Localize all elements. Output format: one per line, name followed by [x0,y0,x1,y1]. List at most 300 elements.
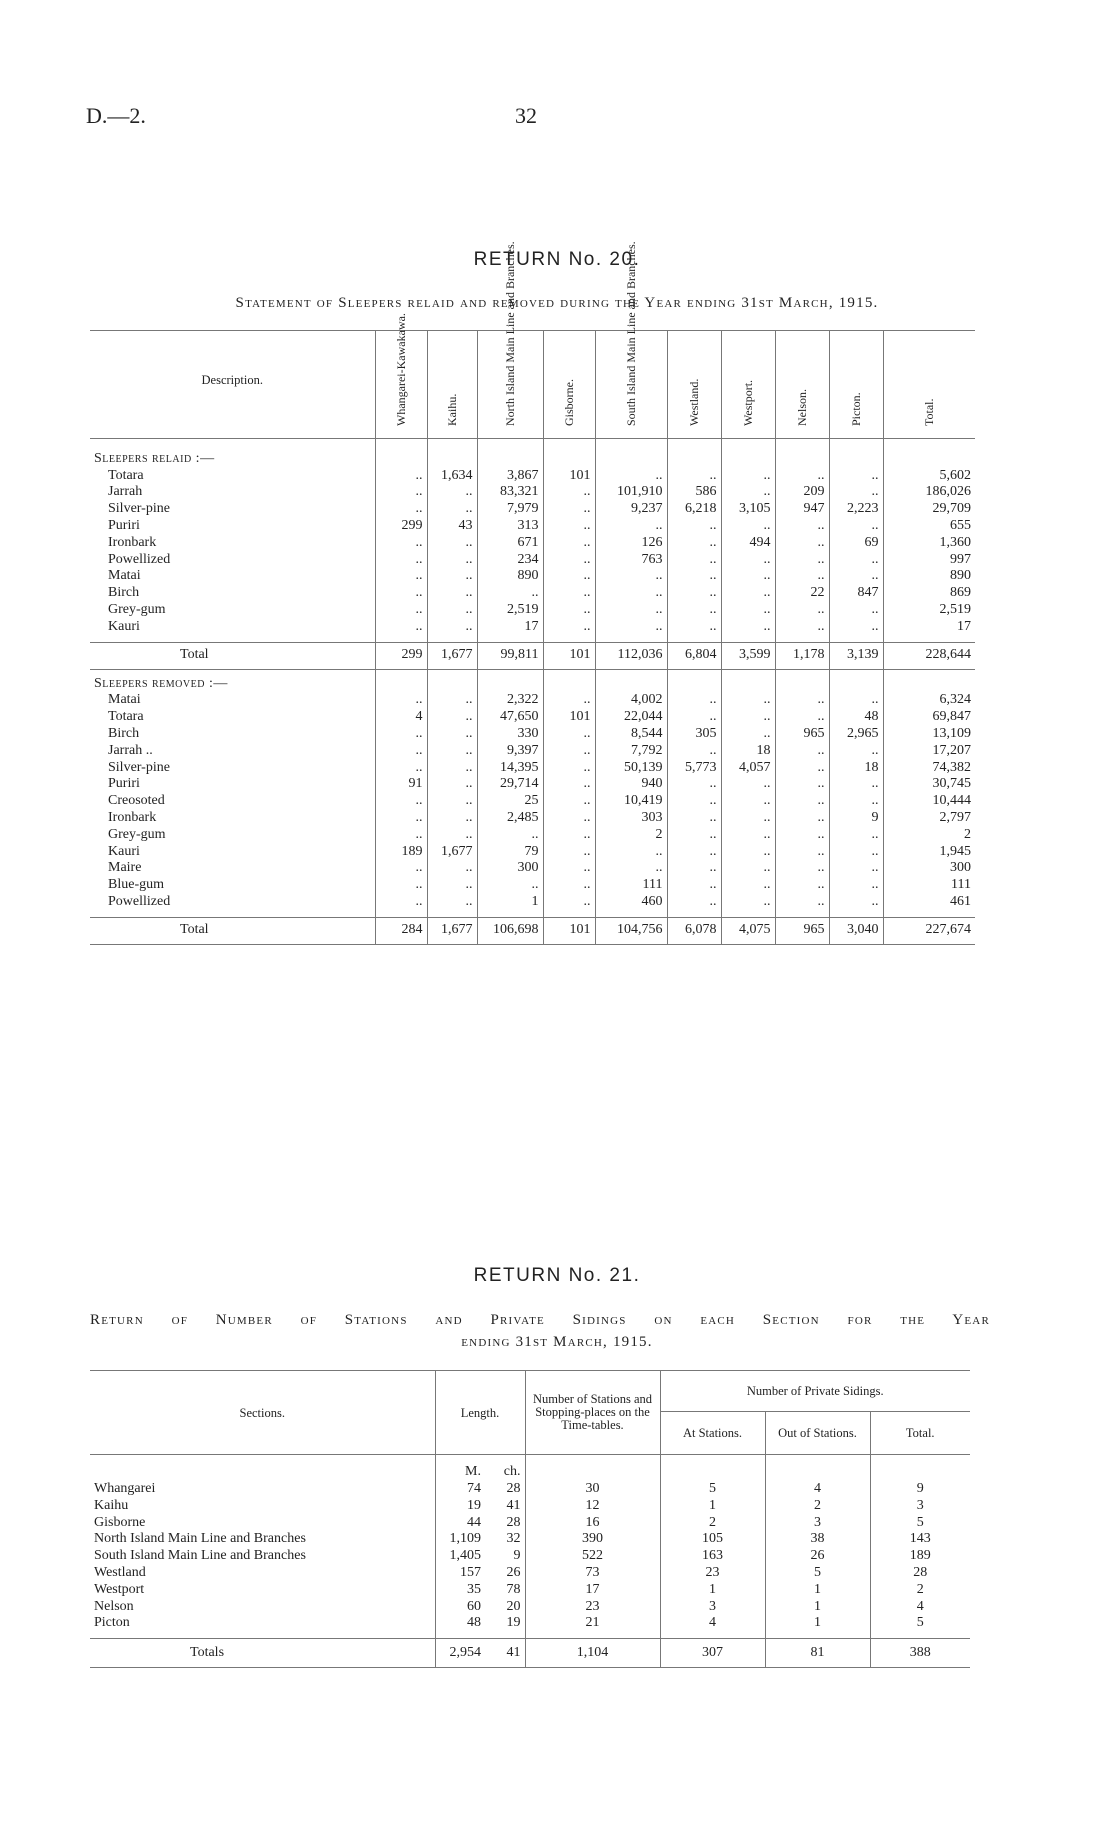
stations-count: 23 [525,1599,660,1616]
total-label: Total [90,642,375,669]
out-of-stations-count: 1 [765,1599,870,1616]
at-stations-count: 23 [660,1565,765,1582]
row-label [90,894,375,911]
cell-value: .. [667,709,721,726]
col-stations: Number of Stations and Stopping-places on the Time-tables. [525,1371,660,1455]
cell-value: 9,397 [477,743,543,760]
cell-value: 1,634 [427,468,477,485]
cell-value: .. [543,585,595,602]
cell-value: .. [375,726,427,743]
cell-value: 74,382 [932,759,971,775]
cell-value: 2,965 [829,726,883,743]
relaid-row [90,535,975,552]
length-miles: 1,109 [449,1531,481,1547]
cell-value: 1 [477,894,543,911]
sleeper-type: Powellized [108,893,171,909]
total-value: 284 [375,917,427,944]
col-whangarei: Whangarei-Kawakawa. [375,331,427,439]
cell-value: .. [775,844,829,861]
cell-value: .. [829,568,883,585]
empty-cell [427,451,477,468]
out-of-stations-count: 3 [765,1515,870,1532]
total-value: 106,698 [477,917,543,944]
cell-value: 18 [829,760,883,777]
empty-cell [829,451,883,468]
total-value: 4,075 [721,917,775,944]
relaid-total-row [90,642,975,669]
removed-row [90,726,975,743]
section-name: Westland [90,1565,435,1582]
at-stations-count: 105 [660,1531,765,1548]
out-of-stations-count: 1 [765,1582,870,1599]
spacer-cell [721,438,775,451]
cell-value: .. [667,776,721,793]
cell-value: 300 [477,860,543,877]
sleepers-table-body [90,438,975,944]
cell-value: .. [375,484,427,501]
cell-value: .. [375,552,427,569]
col-westland: Westland. [667,331,721,439]
row-label [90,776,375,793]
cell-value: .. [775,692,829,709]
cell-value: .. [721,726,775,743]
cell-value: 4,057 [721,760,775,777]
row-label [90,484,375,501]
cell-value: 9,237 [595,501,667,518]
cell-value: .. [543,692,595,709]
cell-value: .. [375,692,427,709]
cell-value: 22,044 [595,709,667,726]
section-row [90,1481,970,1498]
empty-cell [543,676,595,693]
unit-chains: ch. [485,1455,525,1482]
section-row [90,1548,970,1565]
cell-value: 2,797 [939,809,971,825]
row-label [90,709,375,726]
cell-value: .. [721,810,775,827]
total-value: 1,677 [427,917,477,944]
cell-value: .. [667,743,721,760]
total-value: 112,036 [595,642,667,669]
sleeper-type: Totara [108,709,144,725]
cell-value: .. [595,585,667,602]
stations-count: 30 [525,1481,660,1498]
cell-value: 79 [477,844,543,861]
cell-value: 29,714 [477,776,543,793]
empty-cell [883,451,975,468]
section-name: Whangarei [90,1481,435,1498]
empty-cell [829,676,883,693]
cell-value: 13,109 [932,725,971,741]
cell-value: 9 [829,810,883,827]
cell-value: 17 [957,618,971,634]
cell-value: 5,602 [939,467,971,483]
cell-value: .. [775,619,829,636]
sleeper-type: Matai [108,692,141,708]
cell-value: 22 [775,585,829,602]
at-stations-count: 1 [660,1498,765,1515]
total-value: 1,178 [775,642,829,669]
cell-value: 2,519 [477,602,543,619]
cell-value: 17,207 [932,742,971,758]
cell-value: .. [543,793,595,810]
cell-value: 101 [543,709,595,726]
spacer-cell [375,438,427,451]
sleeper-type: Puriri [108,517,140,533]
sleeper-type: Blue-gum [108,877,164,893]
cell-value: .. [595,860,667,877]
section-heading: Sleepers removed :— [90,676,375,693]
empty-cell [765,1455,870,1482]
length-chains: 41 [485,1498,525,1515]
cell-value: 890 [477,568,543,585]
cell-value: 69 [829,535,883,552]
cell-value: 30,745 [932,776,971,792]
row-label [90,692,375,709]
section-row [90,1582,970,1599]
cell-value: 101,910 [595,484,667,501]
cell-value: .. [543,844,595,861]
empty-cell [427,676,477,693]
cell-value: .. [427,726,477,743]
private-total-count: 143 [909,1531,931,1547]
at-stations-count: 1 [660,1582,765,1599]
empty-cell [883,676,975,693]
cell-value: .. [375,619,427,636]
cell-value: 209 [775,484,829,501]
cell-value: .. [375,585,427,602]
cell-value: .. [667,518,721,535]
sleeper-type: Jarrah .. [108,742,153,758]
cell-value: 43 [427,518,477,535]
stations-count: 390 [525,1531,660,1548]
cell-value: 965 [775,726,829,743]
cell-value: .. [829,518,883,535]
cell-value: 50,139 [595,760,667,777]
total-value: 3,599 [721,642,775,669]
total-value: 965 [775,917,829,944]
relaid-row [90,602,975,619]
removed-heading-row [90,676,975,693]
empty-cell [721,451,775,468]
row-label [90,860,375,877]
cell-value: .. [543,518,595,535]
spacer-cell [427,438,477,451]
cell-value: 2,322 [477,692,543,709]
cell-value: .. [829,619,883,636]
total-value: 228,644 [925,647,971,663]
removed-row [90,860,975,877]
length-miles: 19 [467,1497,481,1513]
sleeper-type: Creosoted [108,793,165,809]
cell-value: .. [375,468,427,485]
sleeper-type: Birch [108,585,140,601]
cell-value: .. [721,894,775,911]
cell-value: 947 [775,501,829,518]
at-stations-count: 5 [660,1481,765,1498]
col-westport: Westport. [721,331,775,439]
cell-value: .. [775,793,829,810]
section-name: Westport [90,1582,435,1599]
cell-value: .. [721,844,775,861]
cell-value: .. [543,810,595,827]
cell-value: .. [375,743,427,760]
cell-value: .. [477,827,543,844]
cell-value: .. [721,484,775,501]
section-row [90,1498,970,1515]
cell-value: .. [829,468,883,485]
out-of-stations-count: 2 [765,1498,870,1515]
cell-value: .. [543,827,595,844]
sleeper-type: Ironbark [108,809,157,825]
units-row [90,1455,970,1482]
row-label [90,743,375,760]
cell-value: 8,544 [595,726,667,743]
cell-value: .. [543,552,595,569]
cell-value: .. [427,602,477,619]
cell-value: 461 [950,893,971,909]
stations-count: 522 [525,1548,660,1565]
return-21-subtitle-line2: ending 31st March, 1915. [461,1334,653,1350]
cell-value: .. [375,602,427,619]
col-nelson: Nelson. [775,331,829,439]
cell-value: 313 [477,518,543,535]
cell-value: .. [427,692,477,709]
cell-value: .. [667,602,721,619]
cell-value: .. [375,760,427,777]
empty-cell [595,451,667,468]
totals-out-of-stations: 81 [765,1639,870,1668]
cell-value: .. [543,760,595,777]
empty-cell [775,451,829,468]
length-chains: 78 [485,1582,525,1599]
sleeper-type: Kauri [108,618,140,634]
length-miles: 157 [460,1564,481,1580]
removed-row [90,877,975,894]
cell-value: .. [543,568,595,585]
cell-value: 47,650 [477,709,543,726]
cell-value: .. [667,535,721,552]
cell-value: 890 [950,568,971,584]
stations-table-wrap [90,1370,970,1668]
length-chains: 20 [485,1599,525,1616]
private-total-count: 3 [916,1497,924,1513]
col-sections: Sections. [90,1371,435,1455]
sleeper-type: Kauri [108,843,140,859]
cell-value: 4 [375,709,427,726]
cell-value: .. [829,552,883,569]
spacer-cell [829,438,883,451]
sleeper-type: Powellized [108,551,171,567]
cell-value: .. [667,810,721,827]
cell-value: .. [667,692,721,709]
cell-value: .. [721,585,775,602]
cell-value: .. [427,484,477,501]
section-name: Picton [90,1615,435,1632]
stations-count: 12 [525,1498,660,1515]
cell-value: 1,677 [427,844,477,861]
cell-value: .. [427,501,477,518]
cell-value: .. [427,743,477,760]
cell-value: .. [543,535,595,552]
cell-value: .. [375,501,427,518]
cell-value: .. [775,827,829,844]
empty-cell [595,676,667,693]
totals-private: 388 [909,1644,931,1660]
removed-row [90,760,975,777]
cell-value: .. [829,743,883,760]
cell-value: 655 [950,517,971,533]
removed-row [90,894,975,911]
cell-value: .. [375,535,427,552]
cell-value: .. [829,877,883,894]
return-20-subtitle: Statement of Sleepers relaid and removed during the Year ending 31st March, 1915. [235,295,879,311]
length-chains: 19 [485,1615,525,1632]
empty-cell [525,1455,660,1482]
cell-value: 2 [964,826,971,842]
cell-value: .. [595,844,667,861]
cell-value: 189 [375,844,427,861]
cell-value: .. [595,518,667,535]
cell-value: .. [829,776,883,793]
section-row [90,1565,970,1582]
sleeper-type: Maire [108,860,142,876]
section-name: Kaihu [90,1498,435,1515]
cell-value: .. [829,860,883,877]
cell-value: .. [721,776,775,793]
row-label [90,468,375,485]
private-total-count: 189 [909,1548,931,1564]
cell-value: 5,773 [667,760,721,777]
cell-value: .. [775,810,829,827]
relaid-row [90,484,975,501]
total-value: 6,078 [667,917,721,944]
at-stations-count: 4 [660,1615,765,1632]
cell-value: 299 [375,518,427,535]
cell-value: .. [543,619,595,636]
section-name: Gisborne [90,1515,435,1532]
cell-value: 1,945 [939,843,971,859]
row-label [90,810,375,827]
cell-value: .. [829,827,883,844]
cell-value: .. [375,877,427,894]
document-reference: D.—2. [86,103,146,128]
private-total-count: 2 [916,1581,924,1597]
col-kaihu: Kaihu. [427,331,477,439]
relaid-row [90,518,975,535]
cell-value: 494 [721,535,775,552]
cell-value: 2,223 [829,501,883,518]
removed-row [90,709,975,726]
sleeper-type: Ironbark [108,534,157,550]
cell-value: .. [775,877,829,894]
empty-cell [543,451,595,468]
removed-row [90,844,975,861]
cell-value: .. [829,602,883,619]
col-private-total: Total. [870,1412,970,1455]
cell-value: .. [427,793,477,810]
cell-value: .. [543,743,595,760]
cell-value: 10,419 [595,793,667,810]
cell-value: .. [427,827,477,844]
cell-value: .. [595,602,667,619]
cell-value: 3,867 [477,468,543,485]
row-label [90,619,375,636]
col-out-of-stations: Out of Stations. [765,1412,870,1455]
cell-value: 303 [595,810,667,827]
total-value: 104,756 [595,917,667,944]
cell-value: .. [667,619,721,636]
stations-count: 21 [525,1615,660,1632]
col-total: Total. [921,398,936,426]
cell-value: 2 [595,827,667,844]
total-value: 101 [543,917,595,944]
total-value: 101 [543,642,595,669]
empty-cell [375,451,427,468]
out-of-stations-count: 5 [765,1565,870,1582]
empty-cell [721,676,775,693]
spacer-cell [775,438,829,451]
cell-value: .. [667,894,721,911]
cell-value: 101 [543,468,595,485]
cell-value: .. [775,743,829,760]
return-20-title: RETURN No. 20. [473,249,641,270]
private-total-count: 5 [916,1514,924,1530]
cell-value: .. [829,484,883,501]
removed-row [90,692,975,709]
stations-count: 73 [525,1565,660,1582]
cell-value: .. [543,776,595,793]
cell-value: .. [427,568,477,585]
col-gisborne: Gisborne. [543,331,595,439]
cell-value: .. [721,860,775,877]
cell-value: .. [667,844,721,861]
cell-value: .. [375,827,427,844]
cell-value: .. [667,468,721,485]
cell-value: .. [543,894,595,911]
sleeper-type: Birch [108,725,140,741]
page-number: 32 [515,103,537,128]
cell-value: 460 [595,894,667,911]
cell-value: 997 [950,551,971,567]
stations-table [90,1370,970,1668]
spacer-cell [667,438,721,451]
cell-value: 305 [667,726,721,743]
section-row [90,1531,970,1548]
row-label [90,760,375,777]
relaid-row [90,468,975,485]
section-row [90,1599,970,1616]
sleeper-type: Grey-gum [108,826,166,842]
row-label [90,568,375,585]
cell-value: .. [595,468,667,485]
cell-value: 48 [829,709,883,726]
sleeper-type: Totara [108,467,144,483]
row-label [90,844,375,861]
cell-value: 763 [595,552,667,569]
cell-value: .. [775,568,829,585]
col-description: Description. [90,331,375,439]
cell-value: 330 [477,726,543,743]
sleeper-type: Silver-pine [108,759,170,775]
cell-value: 186,026 [925,484,971,500]
totals-stations: 1,104 [525,1639,660,1668]
cell-value: .. [775,760,829,777]
cell-value: .. [829,793,883,810]
length-miles: 44 [467,1514,481,1530]
cell-value: 6,218 [667,501,721,518]
row-label [90,518,375,535]
